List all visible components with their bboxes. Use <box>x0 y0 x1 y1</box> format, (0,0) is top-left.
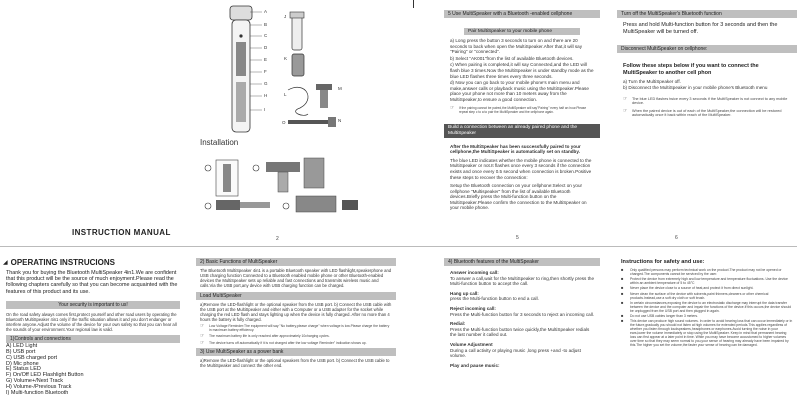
callout-k: K <box>284 56 288 61</box>
feature-text: Press the Multi-function button for 3 seconds to reject an incoming call. <box>450 311 595 317</box>
basic-functions-bar: 2) Basic Functions of MultiSpeaker <box>196 258 396 266</box>
disconnect-step: a) Turn the MultiSpeaker off. <box>623 79 681 85</box>
hand-pointer-icon: ☞ <box>450 104 455 111</box>
feature-list <box>444 266 600 372</box>
operating-heading: ◢ OPERATING INSTRUCIONS <box>3 258 115 267</box>
controls-bar: 1)Controls and connections <box>6 335 180 343</box>
callout-n: N <box>338 118 342 123</box>
installation-heading: Installation <box>200 138 239 147</box>
hand-pointer-icon: ☞ <box>623 95 628 102</box>
manual-title: INSTRUCTION MANUAL <box>72 228 171 237</box>
feature-text: To answer a call,wait for the MultiSpeaker to ring,then shortly press the Multi-function button to accept the call. <box>450 275 595 287</box>
callout-b: B <box>264 22 268 27</box>
feature-title: Answer incoming call: <box>450 270 499 275</box>
page-operating <box>0 258 186 400</box>
hand-pointer-icon: ☞ <box>200 333 205 340</box>
warning-square-icon: ■ <box>621 318 624 324</box>
feature-text: During a call activity or playing music ,long press +and -to adjust volume. <box>450 347 581 359</box>
safety-list <box>617 266 797 349</box>
note-2-text: When the paired device is out of each of the MultiSpeaker,the connection will be restored automatically once it back within reach of the MultiSpeaker. <box>632 108 782 118</box>
callout-e: E <box>264 57 268 62</box>
callout-i: I <box>264 107 266 112</box>
page-bluetooth-features <box>444 258 600 400</box>
safety-item: ■ Only qualified persons may perform technical work on the product.The product may not be opened or changed.The components cannot be serviced by the user. <box>621 267 782 276</box>
page-installation <box>196 0 396 245</box>
feature-text: press the Multi-function button to end a call. <box>450 296 539 302</box>
connection-text: The blue LED indicates whether the mobile phone is connected to the MultiSpeaker or not.It flashes once every 3 seconds if the connection exists and once every 0.5 second when connection is broken.Positive these steps to recover the connection: <box>450 157 592 180</box>
pair-heading: Pair MultiSpeaker to your mobile phone <box>464 28 580 35</box>
turn-off-text: Press and hold Multi-function button for 3 seconds and then the MultiSpeaker will be turned off. <box>623 22 778 35</box>
control-item: D) Mic phone <box>6 360 39 367</box>
callout-l: L <box>284 92 287 97</box>
load-note-2: ☞ The maximum battery life is only reached after approximately 10charging cycles. <box>200 333 330 340</box>
connection-bar: Build a connection between an already paired phone and the MultiSpeaker <box>444 124 600 138</box>
pair-note <box>450 106 594 114</box>
feature-title: Play and pause music: <box>450 362 500 368</box>
callout-j: J <box>284 14 287 19</box>
warning-square-icon: ■ <box>621 267 624 272</box>
control-item: A) LED Light <box>6 342 38 349</box>
connection-text-2: Setup the Bluetooth connection on your cellphone:Select on your cellphone "Multispeaker" from the list of available Bluetooth devices.Briefly press the Multi-function button on the MultiSpeaker.Please confirm the connection to the MultiSpeaker on your mobile phone. <box>450 183 587 211</box>
pair-step: c) When pairing is completed,it will say Connected,and the LED will flash blue 3 times.Now the MultiSpeaker is under standby mode as the blue LED flashes three times every three seconds. <box>450 62 594 79</box>
feature-text: Press the Multi-function button twice quickly,the MultiSpeaker redials the last number it called out. <box>450 326 590 338</box>
controls-list <box>0 344 186 397</box>
accessory-strap <box>288 120 328 124</box>
feature-item <box>450 342 594 359</box>
safety-item: ■ Never place the device close to a source of heat,and protect it from direct sunlight. <box>621 285 754 290</box>
page-number-2: 2 <box>276 236 279 242</box>
control-item: E) Status LED <box>6 366 41 373</box>
pair-steps <box>444 38 600 114</box>
warning-square-icon: ■ <box>621 276 624 281</box>
hand-pointer-icon: ☞ <box>623 107 628 114</box>
safety-item: ■ Never clean the surface of the device with solvents,paint thinners,cleaners or other chemical products.Instead,use a soft dry cloth or soft brush. <box>621 290 769 300</box>
control-item: C) USB charged port <box>6 354 58 361</box>
steps-bold: Follow these steps below if you want to connect the MultiSpeaker to another cell phon <box>623 63 759 76</box>
hand-pointer-icon: ☞ <box>200 323 205 329</box>
warning-square-icon: ■ <box>621 285 624 290</box>
callout-h: H <box>264 93 268 98</box>
speaker-diagram <box>196 0 396 140</box>
installation-steps-figure <box>196 150 396 230</box>
connection-bold: After the MultiSpeaker has been successfully paired to your cellphone,the MultiSpeaker is automatically set on standby. <box>450 143 581 155</box>
triangle-icon: ◢ <box>3 260 8 266</box>
basic-functions-text: The Bluetooth MultiSpeaker 4in1 is a portable Bluetooth speaker with LED flashlight,speakerphone and USB charging function Connected to a Bluetooth enabled mobile phone or other Bluetooth-enabled devices the MultiSpeaker sets up reliable and fast connections and transmits wireless music and calls.Via the USB port,any device with USB charging function can be charged. <box>200 268 392 288</box>
safety-item: ■ Protect the device from extremely high and low temperature and temperature fluctuations. Use the device within an ambient temperature of 5 to 45°C <box>621 276 788 285</box>
callout-g: G <box>264 81 268 86</box>
feature-item <box>450 363 594 369</box>
warning-square-icon: ■ <box>621 290 624 296</box>
page-cover <box>0 0 196 245</box>
control-item: H) Volume-/Previous Track <box>6 384 72 391</box>
note-2 <box>617 109 797 118</box>
feature-title: Volume Adjustment <box>450 341 493 347</box>
load-note-1: ☞ Low Voltage Reminder:The equipment will say "No battery,please charge" when voltage is low.Please charge the battery in maximum battery efficiency. <box>200 323 390 333</box>
fold-line <box>0 246 797 247</box>
power-bank-text: a)Remove the LED-flashlight or the optional speakers from the USB port. b) Connect the USB cable to the MultiSpeaker and connect the other end. <box>200 357 390 368</box>
pair-step: d) Now you can go back to your mobile phone's main menu and make,answer calls or playback music using the MultiSpeaker.Please place your phone not more than 10 meters away from the MultiSpeaker,to ensure a good connection. <box>450 80 589 102</box>
callout-d: D <box>264 45 268 50</box>
feature-item <box>450 270 594 287</box>
hand-pointer-icon: ☞ <box>200 340 205 346</box>
control-item: I) Multi-function Bluetooth <box>6 390 69 397</box>
callout-f: F <box>264 69 267 74</box>
callout-a: A <box>264 9 268 14</box>
feature-item <box>450 306 594 317</box>
accessory-torch <box>292 16 302 50</box>
feature-item <box>450 321 594 338</box>
safety-item: ■ This device can produce high sound volumes. In order to avoid hearing loss that can occur immediately or in the future,gradually you should not listen at high volumes for extended periods.This applies regardless of whether you listen through loudspeakers,headphones or earphones.Avoid turning the noise in your ears,lower the volume immediately or stop using the MultiSpeaker. Keep in mind that permanent hearing loss can first appear at a later point in time. While you may have become accustomed to higher volumes over time so that they may seem normal to you,your sense of hearing may already have been impaired by this.The higher you set the volume,the faster your sense of hearing can be damaged. <box>621 318 793 348</box>
callout-o: O <box>282 120 286 125</box>
load-note-3: ☞ The device turns off automatically if it is not charged after the low voltage Reminder" indication shows up. <box>200 340 367 346</box>
load-text: a)Remove the LED-flashlight or the optional speaker from the USB port. b) Connect the USB cable with the USB port at the MultiSpeaker and either with a Computer or a USB adapter for the socket while charging the red LED flash and stays lighting up when the device is fully charged. After no more than 4 hours the battery is fully charged. <box>200 302 392 322</box>
fold-line <box>413 0 414 8</box>
callout-m: M <box>338 86 342 91</box>
safety-heading: Instructions for safety and use: <box>621 259 705 265</box>
section-5-bar: 5 Use MultiSpeaker with a Bluetooth -enabled cellphone <box>444 10 600 18</box>
feature-title: Redial: <box>450 321 466 327</box>
page-number-6: 6 <box>675 235 678 241</box>
note-1-text: The blue LED flashes twice every 3 seconds if the MultiSpeaker is not connect to any mobile device. <box>632 96 788 106</box>
feature-title: Reject incoming call: <box>450 305 496 311</box>
control-item: F) On/Off LED Flashlight Button <box>6 372 84 379</box>
disconnect-bar: Disconnect MultiSpeaker on cellphone: <box>617 45 797 53</box>
power-bank-bar: 3) Use MultiSpeaker as a power bank <box>196 348 396 356</box>
turn-off-bar: Turn off the MultiSpeaker's Bluetooth function <box>617 10 797 18</box>
safety-item: ■ In certain circumstances,exposing the device to an electrostatic discharge may interrupt the data transfer between the device and the computer and impair the functions of the device.If this occurs,the device should be unplugged from the USB port and then plugged in again. <box>621 299 791 313</box>
page-6 <box>617 10 797 245</box>
pair-step: a) Long press the button 3 seconds to turn on and there are 20 seconds to back when open the MultiSpeaker.After that,it will say "Pairing" or "connected". <box>450 38 583 55</box>
intro-text: Thank you for buying the Bluetooth MultiSpeaker 4in1.We are confident that this product will be the source of much enjoyment.Please read the following chapters carefully so that you can become acquainted with the features of this product and its use. <box>6 270 178 295</box>
page-number-5: 5 <box>516 235 519 241</box>
load-bar: Load MultiSpeaker <box>196 292 396 300</box>
accessory-bike-mount <box>316 84 332 90</box>
control-item: B) USB port <box>6 348 36 355</box>
speaker-top-light <box>230 6 252 20</box>
safety-text: On the road safety always comes first,protect yourself and other road users by operating the Bluetooth MultiSpeaker 4in1 only if the traffic situation allows it and you don't endanger or interfere anyone.Adjust the volume of the device for your own safety so that you can hear all the sounds of your environment.Your regional law is valid. <box>6 311 177 332</box>
accessory-mini-speaker <box>292 54 304 76</box>
control-item: G) Volume+/Next Track <box>6 378 64 385</box>
warning-square-icon: ■ <box>621 312 624 318</box>
bluetooth-features-bar: 4) Bluetooth features of the MultiSpeaker <box>444 258 600 266</box>
feature-item <box>450 291 594 302</box>
note-1 <box>617 97 797 106</box>
page-safety <box>617 258 797 400</box>
pair-step: b) Select "AK001"from the list of available Bluetooth devices. <box>450 55 574 61</box>
feature-title: Hang up call: <box>450 290 479 296</box>
warning-square-icon: ■ <box>621 299 624 305</box>
disconnect-step: b) Disconnect the MultiSpeaker in your mobile phone's Bluetooth menu <box>623 84 768 90</box>
page-basic-functions <box>196 258 396 400</box>
safety-item: ■ Do not use USB cables longer than 3 meters. <box>621 312 699 318</box>
pair-note-text: If the pairing cannot be paired,the MultiSpeaker will say"Pairing" every half an hour.Please repeat step c to a to pair the MultiSpeaker and the cellphone again. <box>459 105 587 114</box>
safety-bar: Your security is important to us! <box>6 301 180 309</box>
accessory-usb-cable <box>288 87 308 115</box>
callout-c: C <box>264 33 268 38</box>
page-5 <box>444 10 600 245</box>
